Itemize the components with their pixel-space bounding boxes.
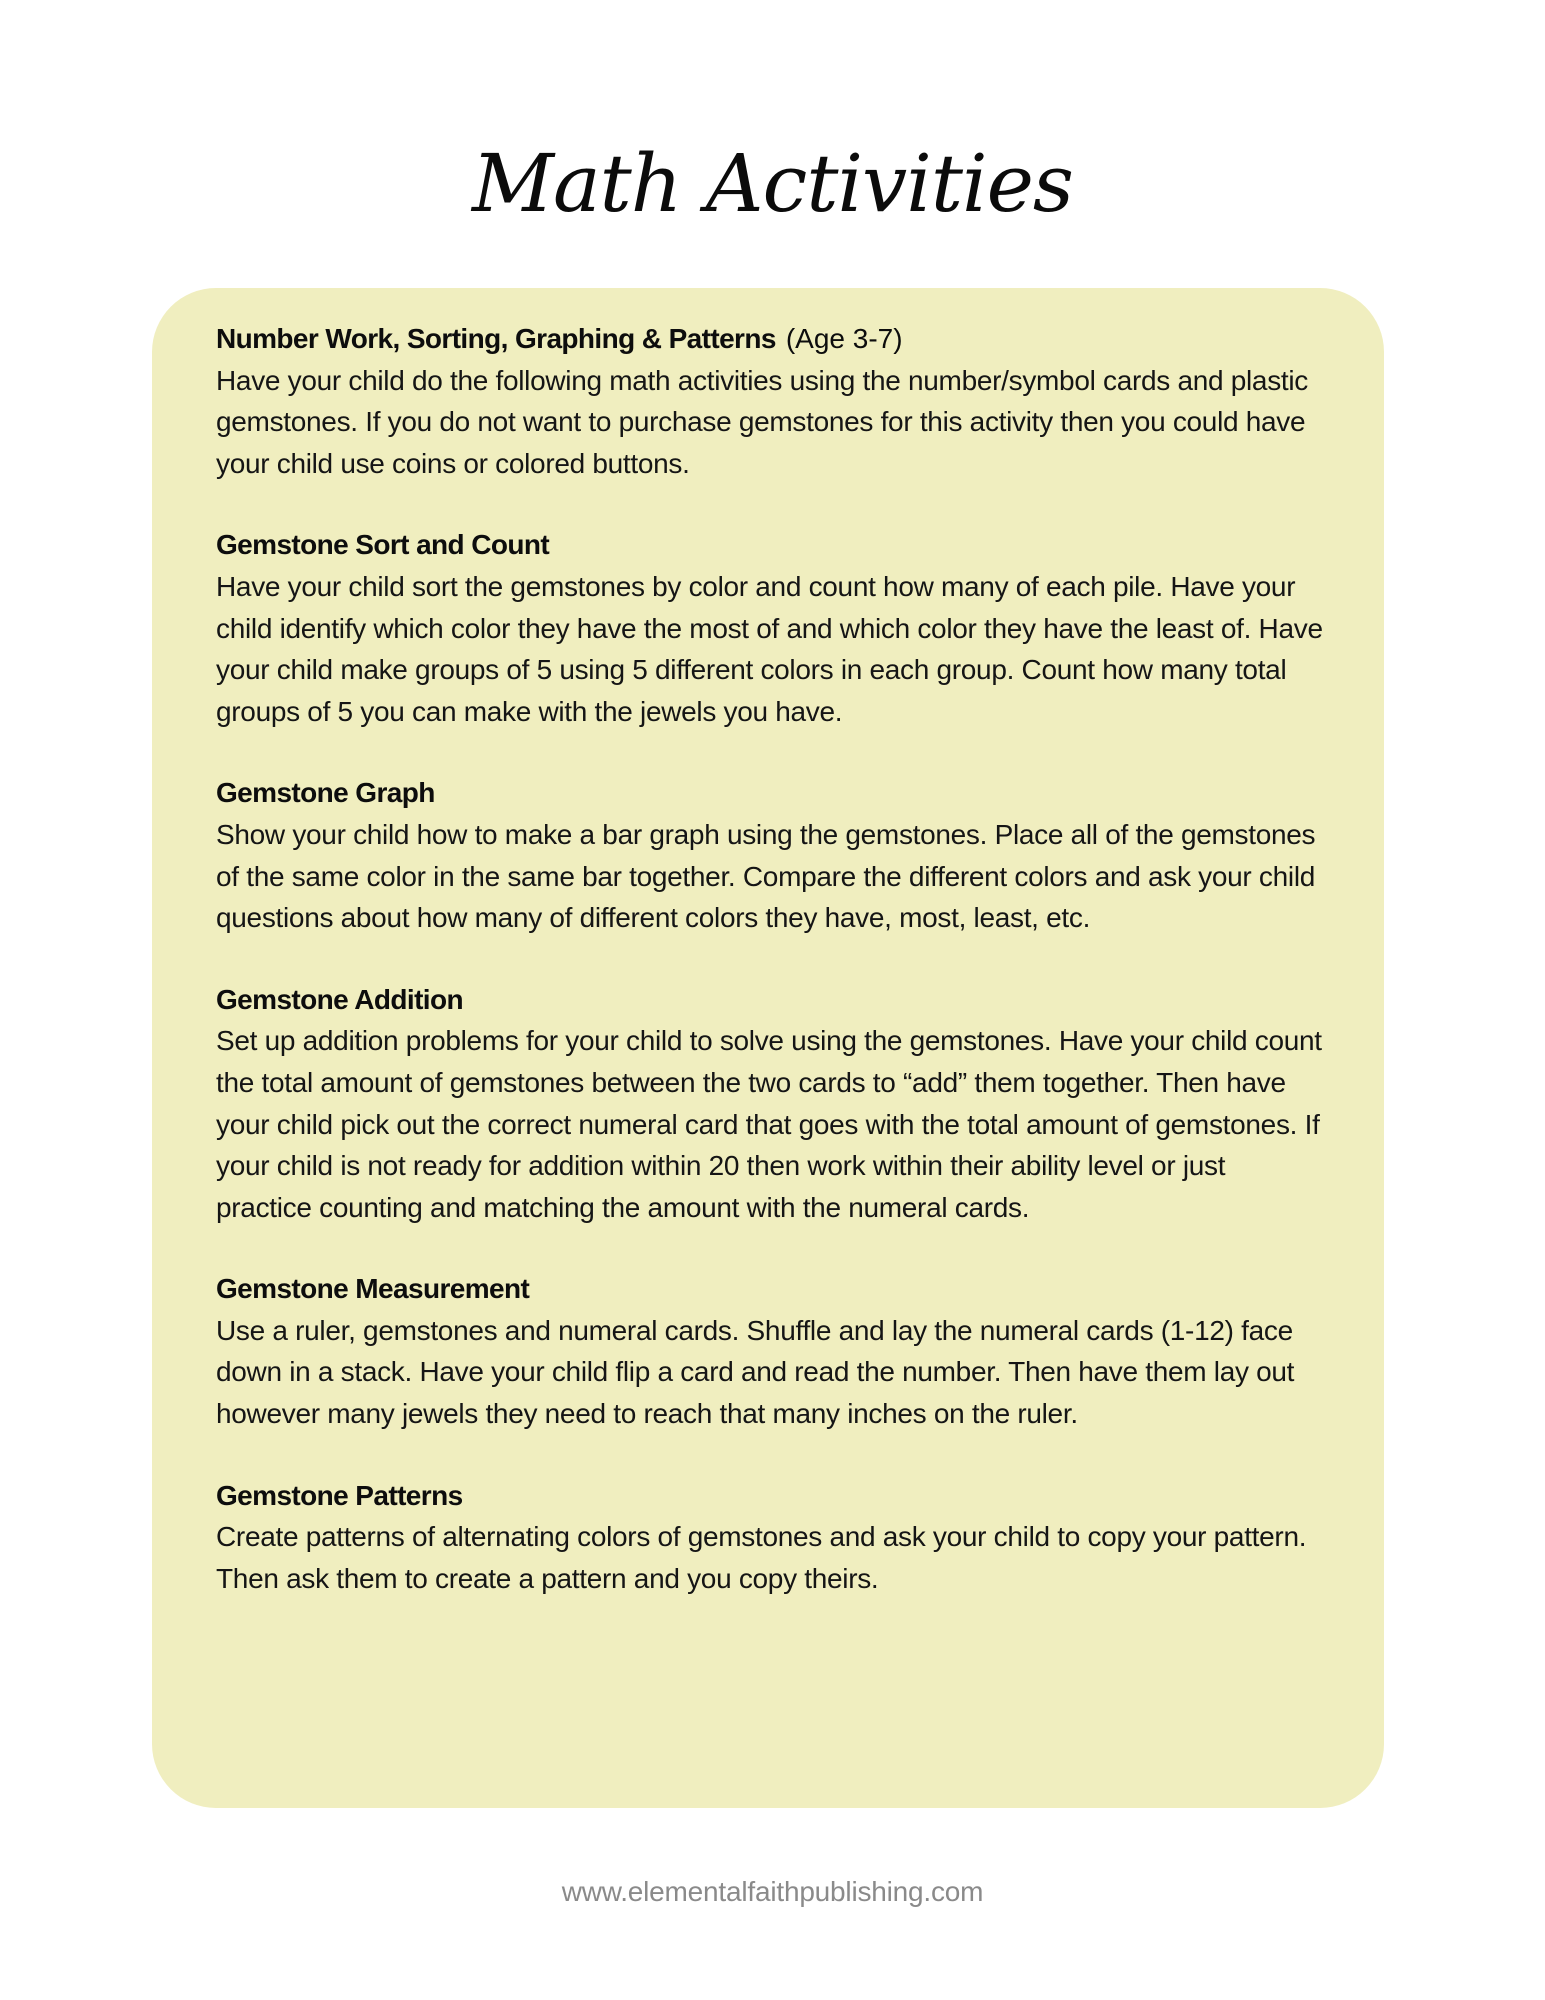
section-heading: Gemstone Addition bbox=[216, 983, 463, 1015]
age-range-note: (Age 3-7) bbox=[785, 323, 903, 354]
content-panel bbox=[152, 288, 1384, 1808]
section-body: Show your child how to make a bar graph using the gemstones. Place all of the gemstones of the same color in the same bar together. Compare the different colors and ask your child questions about how many of different colors they have, most, least, etc. bbox=[216, 818, 1316, 934]
section-measurement bbox=[216, 1268, 1324, 1434]
section-patterns bbox=[216, 1475, 1324, 1600]
section-heading-text: Number Work, Sorting, Graphing & Patterns bbox=[216, 323, 776, 354]
page-title: Math Activities bbox=[472, 137, 1073, 230]
section-number-work bbox=[216, 318, 1324, 484]
section-heading: Gemstone Sort and Count bbox=[216, 529, 550, 561]
section-body: Have your child do the following math activities using the number/symbol cards and plastic gemstones. If you do not want to purchase gemstones for this activity then you could have your child use coins or colored buttons. bbox=[216, 364, 1309, 479]
section-body: Use a ruler, gemstones and numeral cards. Shuffle and lay the numeral cards (1-12) face down in a stack. Have your child flip a card and read the number. Then have them lay out however many jewels they need to reach that many inches on the ruler. bbox=[216, 1314, 1295, 1430]
section-graph bbox=[216, 772, 1324, 938]
section-heading: Gemstone Patterns bbox=[216, 1479, 463, 1511]
section-body: Have your child sort the gemstones by color and count how many of each pile. Have your child identify which color they have the most of and which color they have the least of. Have your child make groups of 5 using 5 different colors in each group. Count how many total groups of 5 you can make with the jewels you have. bbox=[216, 570, 1323, 727]
section-heading bbox=[216, 318, 1324, 360]
section-addition bbox=[216, 979, 1324, 1229]
section-heading: Gemstone Measurement bbox=[216, 1273, 530, 1305]
section-heading: Gemstone Graph bbox=[216, 777, 435, 809]
section-body: Set up addition problems for your child to solve using the gemstones. Have your child count the total amount of gemstones between the two cards to “add” them together. Then have your child pick out the correct numeral card that goes with the total amount of gemstones. If your child is not ready for addition within 20 then work within their ability level or just practice counting and matching the amount with the numeral cards. bbox=[216, 1025, 1322, 1223]
section-sort-and-count bbox=[216, 524, 1324, 732]
section-body: Create patterns of alternating colors of gemstones and ask your child to copy your pattern. Then ask them to create a pattern and you copy theirs. bbox=[216, 1521, 1307, 1594]
footer-website-url: www.elementalfaithpublishing.com bbox=[561, 1876, 984, 1907]
